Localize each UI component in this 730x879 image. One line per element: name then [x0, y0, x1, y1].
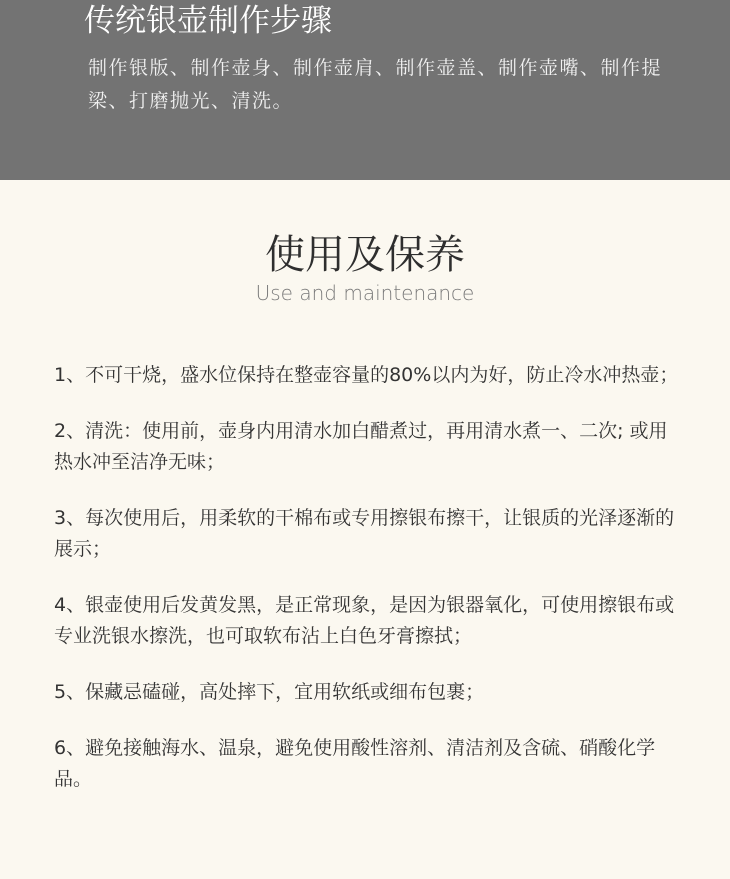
care-item-5: 5、保藏忌磕碰，高处摔下，宜用软纸或细布包裹；: [54, 681, 485, 703]
care-item-3: 3、每次使用后，用柔软的干棉布或专用擦银布擦干，让银质的光泽逐渐的展示；: [54, 507, 675, 560]
care-item-2: 2、清洗：使用前，壶身内用清水加白醋煮过，再用清水煮一、二次; 或用热水冲至洁净无味；: [54, 420, 668, 473]
care-section: [0, 180, 730, 879]
care-item-1: 1、不可干烧，盛水位保持在整壶容量的80%以内为好，防止冷水冲热壶；: [54, 364, 679, 386]
care-item-4: 4、银壶使用后发黄发黑，是正常现象，是因为银器氧化，可使用擦银布或专业洗银水擦洗，也可取软布沾上白色牙膏擦拭；: [54, 594, 675, 647]
care-subtitle: Use and maintenance: [255, 281, 475, 305]
care-item-6: 6、避免接触海水、温泉，避免使用酸性溶剂、清洁剂及含硫、硝酸化学品。: [54, 737, 656, 790]
care-title: 使用及保养: [265, 232, 465, 278]
process-banner: [0, 0, 730, 180]
process-title: 传统银壶制作步骤: [84, 3, 332, 39]
process-description: 制作银版、制作壶身、制作壶肩、制作壶盖、制作壶嘴、制作提梁、打磨抛光、清洗。: [88, 57, 663, 112]
care-list: [54, 360, 684, 820]
